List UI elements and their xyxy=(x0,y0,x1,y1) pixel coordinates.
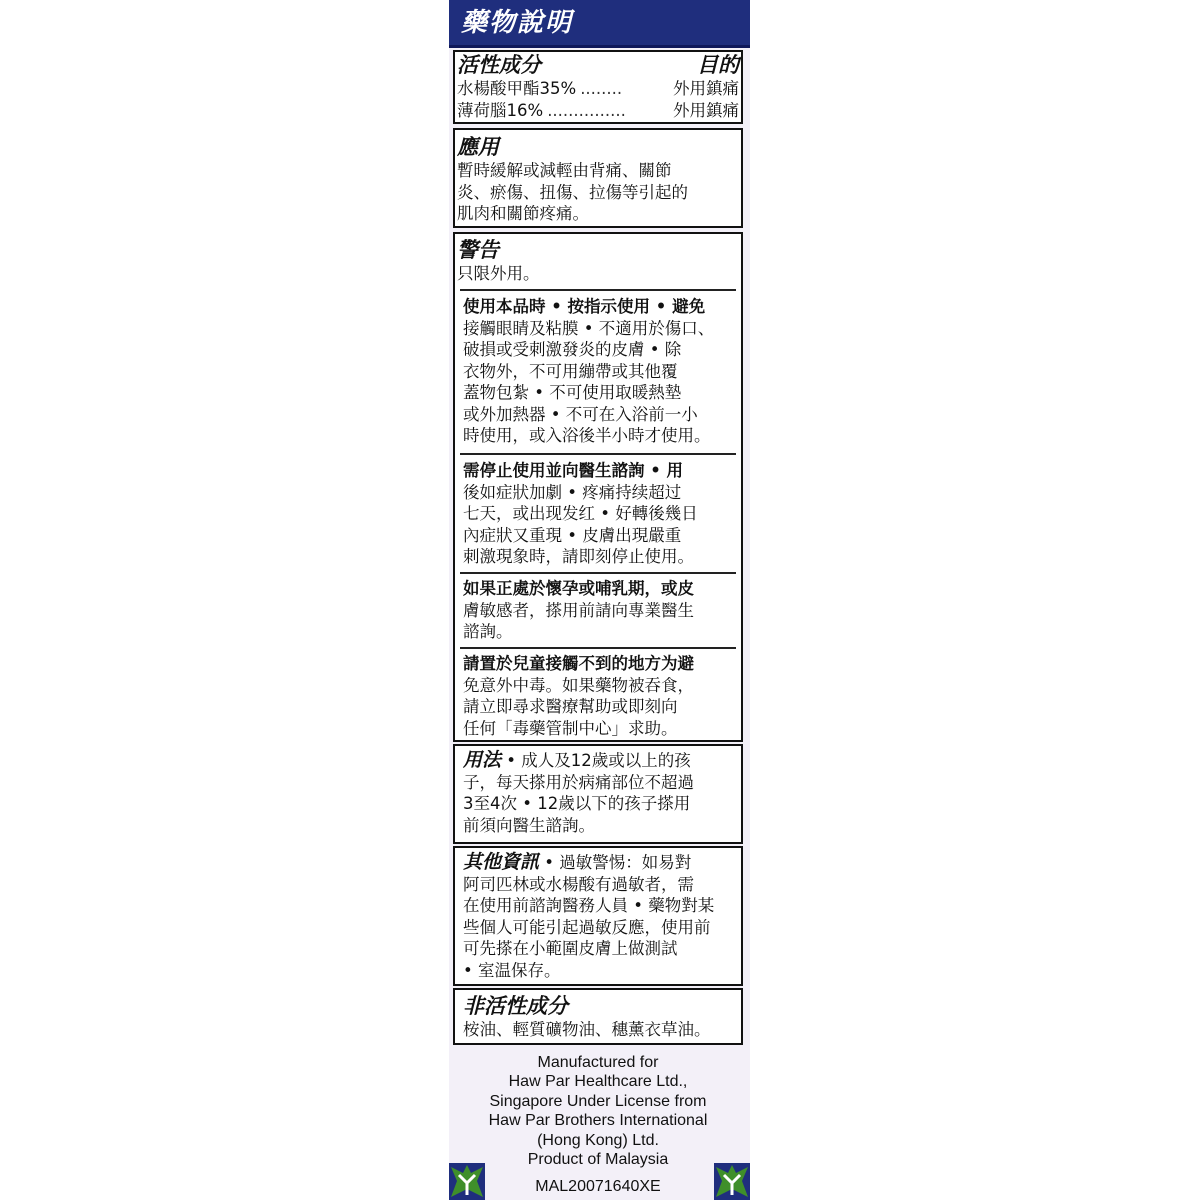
registration-code: MAL20071640XE xyxy=(535,1178,661,1195)
manufacturer-line: Haw Par Brothers International xyxy=(488,1112,708,1130)
uses-line: 炎、瘀傷、扭傷、拉傷等引起的 xyxy=(457,182,688,202)
other-info-line: • 室温保存。 xyxy=(463,960,561,980)
other-info-heading: 其他資訊 xyxy=(463,851,540,873)
other-info-line: 些個人可能引起過敏反應，使用前 xyxy=(463,917,711,937)
stop-use-line: 內症狀又重現 • 皮膚出現嚴重 xyxy=(463,525,682,545)
when-using-line: 接觸眼睛及粘膜 • 不適用於傷口、 xyxy=(463,318,715,338)
stop-use-section xyxy=(463,460,735,568)
other-info-line: 在使用前諮詢醫務人員 • 藥物對某 xyxy=(463,896,715,915)
children-line: 免意外中毒。如果藥物被吞食， xyxy=(463,675,694,695)
other-info-line: 可先搽在小範圍皮膚上做測試 xyxy=(463,939,678,958)
ingredient-purpose: 外用鎮痛 xyxy=(673,100,739,120)
manufacturer-line: Haw Par Healthcare Ltd., xyxy=(508,1073,688,1091)
active-ingredients-heading: 活性成分 xyxy=(457,53,541,77)
directions-line: 前須向醫生諮詢。 xyxy=(463,815,595,835)
divider xyxy=(460,647,736,649)
pregnancy-line: 如果正處於懷孕或哺乳期，或皮 xyxy=(463,579,694,598)
uses-line: 肌肉和關節疼痛。 xyxy=(457,204,589,223)
uses-heading: 應用 xyxy=(457,135,499,159)
children-line: 請置於兒童接觸不到的地方为避 xyxy=(463,654,694,673)
when-using-line: 時使用，或入浴後半小時才使用。 xyxy=(463,426,711,445)
stop-use-line: 需停止使用並向醫生諮詢 • 用 xyxy=(463,461,684,480)
when-using-line: 蓋物包紮 • 不可使用取暖熱墊 xyxy=(463,383,682,402)
when-using-line: 衣物外，不可用繃帶或其他覆 xyxy=(463,361,678,381)
other-info-section xyxy=(463,852,735,981)
ingredient-name: 薄荷腦16% xyxy=(457,100,544,120)
uses-line: 暫時緩解或減輕由背痛、關節 xyxy=(457,161,672,180)
divider xyxy=(460,453,736,455)
inactive-ingredients-text: 桉油、輕質礦物油、穗薰衣草油。 xyxy=(463,1020,711,1039)
other-info-line: 阿司匹林或水楊酸有過敏者，需 xyxy=(463,874,694,894)
drug-facts-header xyxy=(449,0,750,48)
manufacturer-line: Product of Malaysia xyxy=(527,1151,669,1169)
inactive-ingredients-heading: 非活性成分 xyxy=(463,994,568,1018)
ingredient-dots: ........ xyxy=(580,79,623,98)
ingredient-dots: ............... xyxy=(547,100,626,120)
inactive-ingredients-section xyxy=(463,993,735,1041)
directions-line: 子，每天搽用於病痛部位不超過 xyxy=(463,772,694,792)
divider xyxy=(460,289,736,291)
other-info-line: • 過敏警惕：如易對 xyxy=(539,853,692,872)
stop-use-line: 後如症狀加劇 • 疼痛持续超过 xyxy=(463,482,682,502)
ingredient-row xyxy=(457,78,739,100)
directions-section xyxy=(463,750,735,836)
directions-heading: 用法 xyxy=(463,749,502,771)
pregnancy-line: 膚敏感者，搽用前請向專業醫生 xyxy=(463,600,694,620)
when-using-line: 或外加熱器 • 不可在入浴前一小 xyxy=(463,404,698,424)
keep-away-children-section xyxy=(463,653,735,739)
when-using-line: 破損或受刺激發炎的皮膚 • 除 xyxy=(463,340,682,359)
ingredient-row xyxy=(457,100,739,122)
warnings-heading: 警告 xyxy=(457,238,499,262)
divider xyxy=(460,572,736,574)
uses-section xyxy=(457,134,739,225)
stop-use-line: 七天，或出现发红 • 好轉後幾日 xyxy=(463,504,698,523)
manufacturer-line: (Hong Kong) Ltd. xyxy=(537,1131,659,1149)
manufacturer-line: Manufactured for xyxy=(537,1054,659,1071)
stop-use-line: 刺激現象時，請即刻停止使用。 xyxy=(463,547,694,566)
warnings-section xyxy=(457,237,739,285)
ingredient-purpose: 外用鎮痛 xyxy=(673,79,739,98)
ingredient-name: 水楊酸甲酯35% xyxy=(457,79,577,98)
pregnancy-line: 諮詢。 xyxy=(463,622,513,641)
children-line: 任何「毒藥管制中心」求助。 xyxy=(463,718,678,738)
active-ingredients-section xyxy=(457,52,739,121)
manufacturer-info xyxy=(453,1053,743,1169)
pregnancy-section xyxy=(463,578,735,643)
children-line: 請立即尋求醫療幫助或即刻向 xyxy=(463,697,678,716)
when-using-section xyxy=(463,296,735,447)
when-using-line: 使用本品時 • 按指示使用 • 避免 xyxy=(463,297,706,316)
leaf-decoration-right-icon xyxy=(714,1163,750,1200)
leaf-decoration-left-icon xyxy=(449,1163,485,1200)
purpose-heading: 目的 xyxy=(697,53,739,77)
directions-line: • 成人及12歲或以上的孩 xyxy=(501,751,691,770)
directions-line: 3至4次 • 12歲以下的孩子搽用 xyxy=(463,794,691,813)
manufacturer-line: Singapore Under License from xyxy=(489,1092,707,1110)
drug-facts-title: 藥物說明 xyxy=(461,8,574,38)
external-use-only: 只限外用。 xyxy=(457,264,540,283)
